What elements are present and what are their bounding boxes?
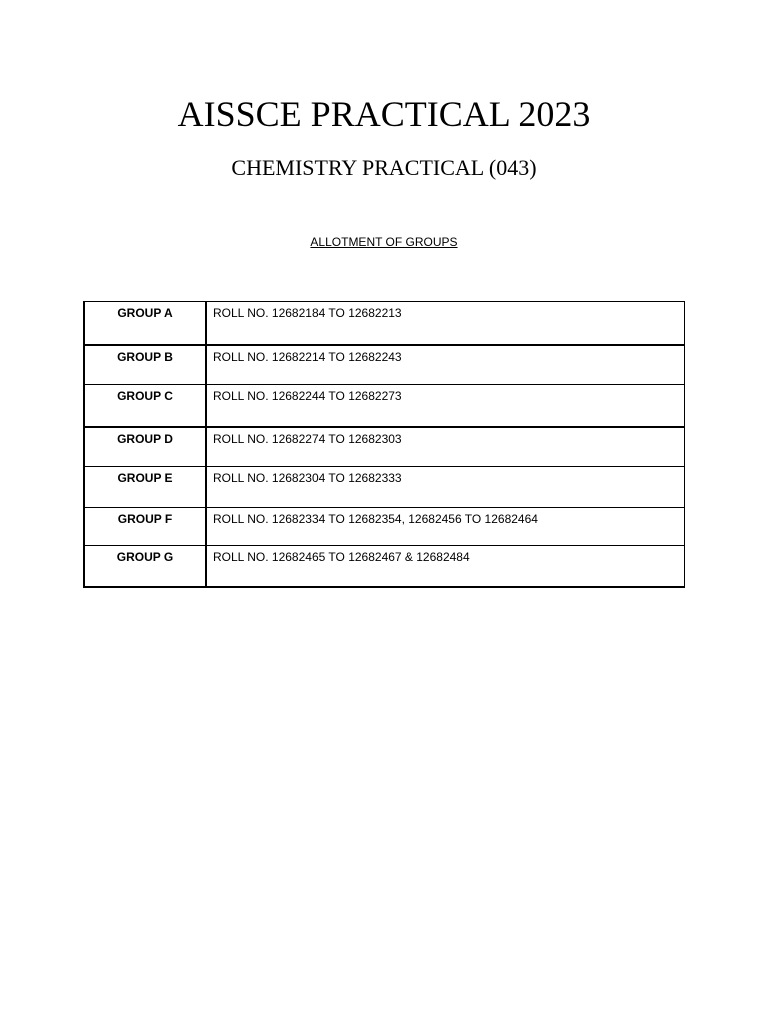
groups-table bbox=[83, 301, 685, 588]
group-name-cell: GROUP F bbox=[84, 508, 206, 546]
section-heading: ALLOTMENT OF GROUPS bbox=[310, 235, 458, 249]
roll-range-cell: ROLL NO. 12682214 TO 12682243 bbox=[206, 345, 685, 385]
group-name-cell: GROUP G bbox=[84, 546, 206, 587]
group-name-cell: GROUP C bbox=[84, 385, 206, 427]
roll-range-cell: ROLL NO. 12682334 TO 12682354, 12682456 TO 12682464 bbox=[206, 508, 685, 546]
table-row bbox=[84, 385, 685, 427]
table-row bbox=[84, 546, 685, 587]
document-subtitle: CHEMISTRY PRACTICAL (043) bbox=[231, 155, 537, 180]
roll-range-cell: ROLL NO. 12682184 TO 12682213 bbox=[206, 302, 685, 345]
group-name-cell: GROUP D bbox=[84, 427, 206, 467]
table-row bbox=[84, 302, 685, 345]
group-name-cell: GROUP B bbox=[84, 345, 206, 385]
table-row bbox=[84, 427, 685, 467]
table-row bbox=[84, 508, 685, 546]
table-row bbox=[84, 345, 685, 385]
roll-range-cell: ROLL NO. 12682304 TO 12682333 bbox=[206, 467, 685, 508]
roll-range-cell: ROLL NO. 12682465 TO 12682467 & 12682484 bbox=[206, 546, 685, 587]
roll-range-cell: ROLL NO. 12682244 TO 12682273 bbox=[206, 385, 685, 427]
document-title: AISSCE PRACTICAL 2023 bbox=[177, 94, 591, 134]
group-name-cell: GROUP A bbox=[84, 302, 206, 345]
table-row bbox=[84, 467, 685, 508]
roll-range-cell: ROLL NO. 12682274 TO 12682303 bbox=[206, 427, 685, 467]
group-name-cell: GROUP E bbox=[84, 467, 206, 508]
